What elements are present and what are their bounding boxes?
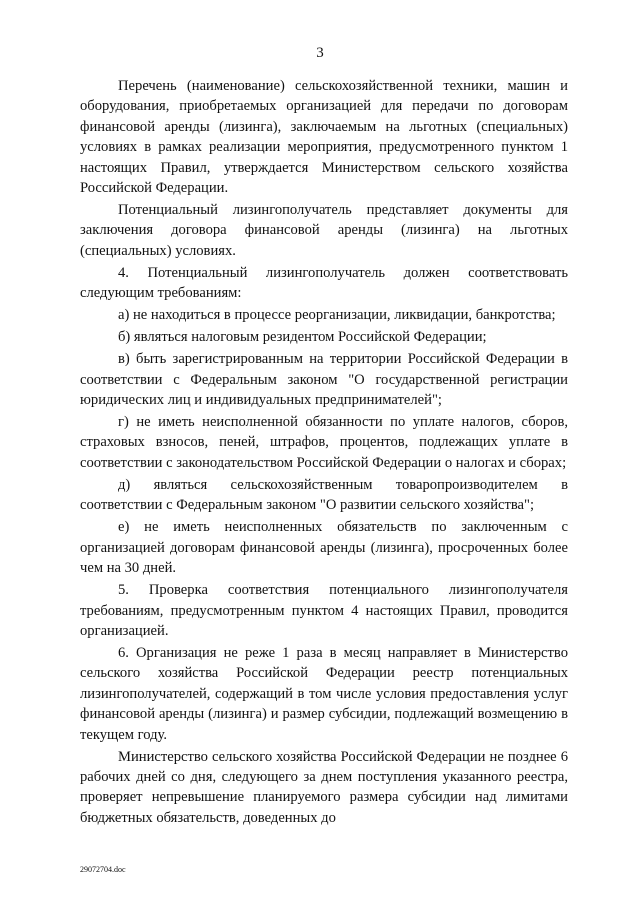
paragraph-registry: 6. Организация не реже 1 раза в месяц направляет в Министерство сельского хозяйства Российской Федерации реестр потенциальных лизингополучателей, содержащий в том числе условия предоставления услуг финансовой аренды (лизинга) и размер субсидии, подлежащий возмещению в текущем году. <box>80 644 568 743</box>
list-item-d: д) являться сельскохозяйственным товаропроизводителем в соответствии с Федеральным законом "О развитии сельского хозяйства"; <box>80 476 568 514</box>
list-item-e: е) не иметь неисполненных обязательств по заключенным с организацией договорам финансовой аренды (лизинга), просроченных более чем на 30 дней. <box>80 519 568 577</box>
list-item-a: а) не находиться в процессе реорганизации, ликвидации, банкротства; <box>118 307 556 324</box>
paragraph-requirements-intro: 4. Потенциальный лизингополучатель должен соответствовать следующим требованиям: <box>80 264 568 302</box>
list-item-g: г) не иметь неисполненной обязанности по уплате налогов, сборов, страховых взносов, пеней, штрафов, процентов, подлежащих уплате в соответствии с законодательством Российской Федерации о налогах и сборах; <box>80 414 568 471</box>
paragraph-equipment-list: Перечень (наименование) сельскохозяйственной техники, машин и оборудования, приобретаемых организацией для передачи по договорам финансовой аренды (лизинга), заключаемым на льготных (специальных) условиях в рамках реализации мероприятия, предусмотренного пунктом 1 настоящих Правил, утверждается Министерством сельского хозяйства Российской Федерации. <box>80 78 568 197</box>
footer-filename: 29072704.doc <box>80 865 126 874</box>
paragraph-verification: 5. Проверка соответствия потенциального лизингополучателя требованиям, предусмотренным пунктом 4 настоящих Правил, проводится организацией. <box>80 582 568 639</box>
page-number: 3 <box>316 45 324 61</box>
list-item-b: б) являться налоговым резидентом Российской Федерации; <box>118 329 487 346</box>
document-body <box>80 76 568 828</box>
paragraph-lessee-documents: Потенциальный лизингополучатель представляет документы для заключения договора финансовой аренды (лизинга) на льготных (специальных) условиях. <box>80 202 568 259</box>
paragraph-ministry-check: Министерство сельского хозяйства Российской Федерации не позднее 6 рабочих дней со дня, следующего за днем поступления указанного реестра, проверяет непревышение планируемого размера субсидии над лимитами бюджетных обязательств, доведенных до <box>80 748 568 826</box>
list-item-v: в) быть зарегистрированным на территории Российской Федерации в соответствии с Федеральным законом "О государственной регистрации юридических лиц и индивидуальных предпринимателей"; <box>80 351 568 409</box>
